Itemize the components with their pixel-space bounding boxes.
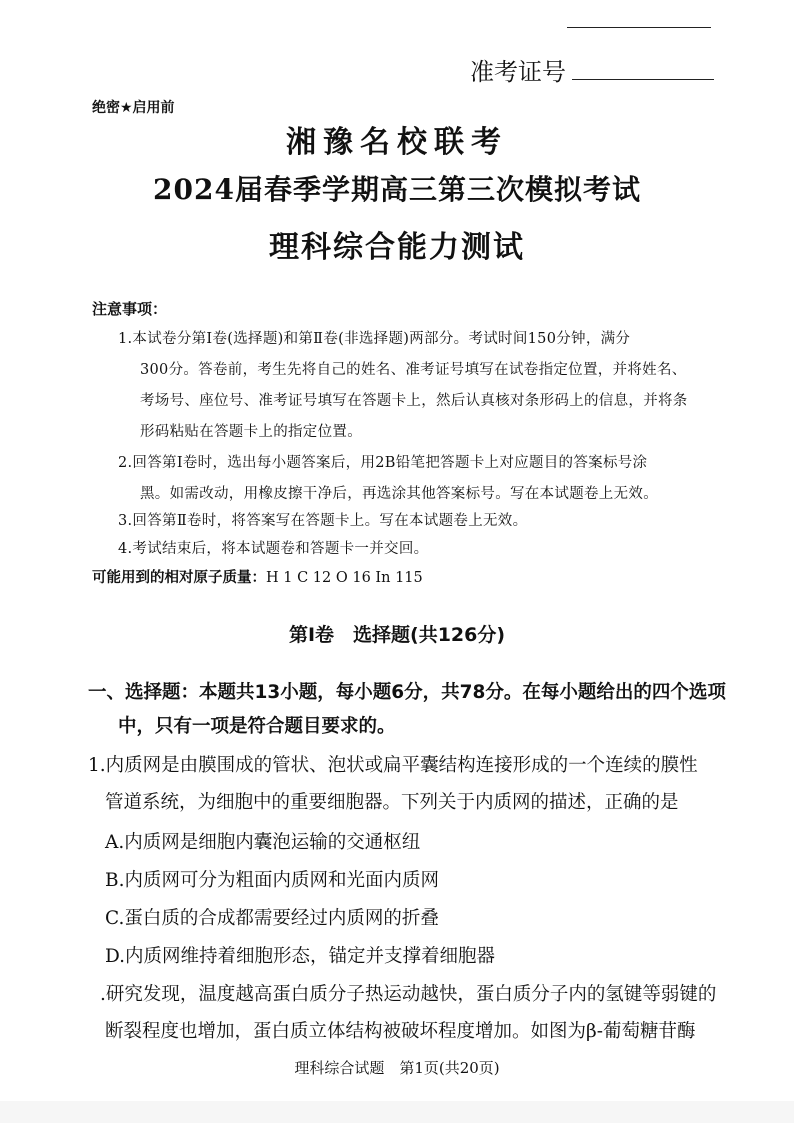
question1-option-c: C.蛋白质的合成都需要经过内质网的折叠	[105, 908, 439, 929]
secret-label: 绝密★启用前	[92, 100, 175, 116]
note-line: 3.回答第Ⅱ卷时，将答案写在答题卡上。写在本试题卷上无效。	[118, 513, 528, 529]
note-line: 2.回答第Ⅰ卷时，选出每小题答案后，用2B铅笔把答题卡上对应题目的答案标号涂	[118, 455, 648, 471]
atomic-mass-values: H 1 C 12 O 16 In 115	[266, 570, 423, 586]
notes-heading: 注意事项：	[92, 300, 168, 318]
page-footer: 理科综合试题 第1页(共20页)	[294, 1059, 500, 1077]
exam-id-blank	[572, 79, 714, 80]
exam-title-line3: 理科综合能力测试	[269, 230, 525, 265]
question2-stem-cont: 断裂程度也增加，蛋白质立体结构被破坏程度增加。如图为β-葡萄糖苷酶	[105, 1021, 696, 1042]
question1-stem: 1.内质网是由膜围成的管状、泡状或扁平囊结构连接形成的一个连续的膜性	[88, 755, 698, 776]
top-rule	[567, 27, 711, 28]
atomic-mass-line	[92, 566, 423, 587]
exam-id-label: 准考证号	[470, 58, 566, 86]
atomic-mass-label: 可能用到的相对原子质量：	[92, 570, 266, 586]
note-line: 考场号、座位号、准考证号填写在答题卡上，然后认真核对条形码上的信息，并将条	[140, 393, 688, 409]
question1-option-a: A.内质网是细胞内囊泡运输的交通枢纽	[105, 832, 421, 853]
note-line: 4.考试结束后，将本试题卷和答题卡一并交回。	[118, 541, 429, 557]
section1-heading-cont: 中，只有一项是符合题目要求的。	[118, 716, 396, 737]
note-line: 黑。如需改动，用橡皮擦干净后，再选涂其他答案标号。写在本试题卷上无效。	[140, 486, 658, 502]
question2-stem: .研究发现，温度越高蛋白质分子热运动越快，蛋白质分子内的氢键等弱键的	[100, 984, 717, 1005]
question1-stem-cont: 管道系统，为细胞中的重要细胞器。下列关于内质网的描述，正确的是	[105, 792, 679, 813]
exam-title-line1: 湘豫名校联考	[286, 125, 508, 160]
question1-option-b: B.内质网可分为粗面内质网和光面内质网	[105, 870, 439, 891]
note-line: 1.本试卷分第Ⅰ卷(选择题)和第Ⅱ卷(非选择题)两部分。考试时间150分钟，满分	[118, 331, 631, 347]
question1-option-d: D.内质网维持着细胞形态，锚定并支撑着细胞器	[105, 946, 496, 967]
note-line: 300分。答卷前，考生先将自己的姓名、准考证号填写在试卷指定位置，并将姓名、	[140, 362, 687, 378]
page-bottom-edge	[0, 1101, 794, 1123]
part1-title: 第Ⅰ卷 选择题(共126分)	[288, 624, 506, 646]
section1-heading: 一、选择题：本题共13小题，每小题6分，共78分。在每小题给出的四个选项	[88, 682, 726, 703]
exam-title-line2: 2024届春季学期高三第三次模拟考试	[153, 173, 641, 206]
note-line: 形码粘贴在答题卡上的指定位置。	[140, 424, 362, 440]
